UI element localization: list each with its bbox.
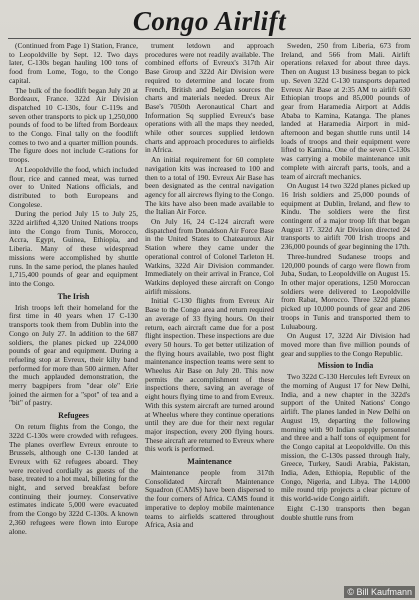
paragraph: Eight C-130 transports then began double shuttle runs from xyxy=(281,503,410,522)
article-columns xyxy=(9,42,410,596)
headline: Congo Airlift xyxy=(132,6,287,36)
paragraph: During the period July 15 to July 25, 322d airlifted 4,320 United Nations troops into the Congo from Tunis, Morocco, Accra, Egypt, Guinea, Ethiopia, and Liberia. Many of these widespread missions were accomplished by shuttle runs. In the same period, the planes hauled 1,715,400 pounds of gear and equipment into the Congo. xyxy=(9,209,138,288)
headline-rule xyxy=(8,38,411,39)
section-heading: Refugees xyxy=(58,411,89,421)
paragraph: An initial requirement for 60 complete navigation kits was increased to 100 and then to a total of 190. Evreux Air Base has been designated as the central navigation agency for all aircrews flying to the Congo. The kits have also been made available to the Italian Air Force. xyxy=(145,155,274,217)
watermark: © Bill Kaufmann xyxy=(344,586,415,598)
column-3 xyxy=(281,42,410,596)
section-heading: The Irish xyxy=(57,291,90,301)
section-heading: Mission to India xyxy=(317,361,374,371)
paragraph: On August 14 two 322d planes picked up 16 Irish soldiers and 25,000 pounds of equipment at Dublin, Ireland, and flew to Kindu. The soldiers were the first contingent of a major troop lift that began August 17. 322d Air Division directed 24 transports to airlift 700 Irish troops and 236,000 pounds of gear beginning the 17th. xyxy=(281,181,410,252)
paragraph: On August 17, 322d Air Division had moved more than five million pounds of gear and supplies to the Congo Republic. xyxy=(281,331,410,358)
paragraph: Three-hundred Sudanese troops and 120,000 pounds of cargo were flown from Juba, Sudan, to Leopoldville on August 15. In other major operations, 1250 Moroccan soldiers were delivered to Leopoldville from Rabat, Morocco. Three 322d planes picked up 10,000 pounds of gear and 206 troops in Tunis and transported them to Luluabourg. xyxy=(281,251,410,331)
paragraph: (Continued from Page 1) Station, France, to Leopoldville by Sept. 12. Two days later, C-130s began hauling 100 tons of food from Lome, Togo, to the Congo capital. xyxy=(9,42,138,85)
paragraph: The bulk of the foodlift began July 20 at Bordeaux, France. 322d Air Division dispatched 10 C-130s, four C-119s and seven other transports to pick up 1,250,000 pounds of food to be lifted from Bordeaux to the Congo. Final tally on the foodlift comes to two and a quarter million pounds. The figure does not include C-rations for troops. xyxy=(9,85,138,165)
section-heading: Maintenance xyxy=(187,457,232,467)
column-2 xyxy=(145,42,274,596)
paragraph: Initial C-130 flights from Evreux Air Base to the Congo area and return required an average of 33 flying hours. On their return, each aircraft came due for a post flight inspection. These inspections are due every 50 hours. To get better utilization of the flying hours available, two post flight maintenance inspection teams were sent to Wheelus Air Base on July 20. This now permits the accomplishment of these inspections there, saving an average of eight hours flying time to and from Evreux. With this system aircraft are turned around at Wheelus where they continue operations until they are due for their next regular major inspection, every 200 flying hours. These aircraft are returned to Evreux where this work is performed. xyxy=(145,296,274,454)
paragraph: Sweden, 250 from Liberia, 673 from Ireland, and 566 from Mali. Airlift operations relaxed for about three days. Then on August 13 business began to pick up. Seven 322d C-130 transports departed Evreux Air Base at 2:35 AM to airlift 630 Ethiopian troops and 85,000 pounds of gear from Haramedia Airport at Addis Ababa to Kamina, Katanga. The planes landed at Haramedia Airport in mid-afternoon and began shuttle runs until 14 loads of troops and their equipment were lifted to Kamina. One of the seven C-130s was carrying a mobile maintenance unit complete with aircraft parts, tools, and a team of aircraft mechanics. xyxy=(281,42,410,181)
paragraph: Maintenance people from 317th Consolidated Aircraft Maintenance Squadron (CAMS) have been dispersed to the four corners of Africa. CAMS found it imperative to deploy mobile maintenance teams to airfields scattered throughout Africa, Asia and xyxy=(145,468,274,530)
column-1 xyxy=(9,42,138,596)
paragraph: Two 322d C-130 Hercules left Evreux on the morning of August 17 for New Delhi, India, and a new chapter in the 322d's support of the United Nations' Congo airlift. The planes landed in New Delhi on August 19, departing the following morning with 90 Indian supply personnel and three and a half tons of equipment for the Congo capital at Leopoldville. On this mission, the C-130s passed through Italy, Greece, Turkey, Saudi Arabia, Pakistan, India, Aden, Ethiopia, Republic of the Congo, Nigeria, and Libya. The 14,000 mile round trip projects a clear picture of this world-wide Congo airlift. xyxy=(281,372,410,504)
paragraph: On July 16, 24 C-124 aircraft were dispatched from Donaldson Air Force Base in the United States to Chateauroux Air Station where they came under the operational control of Colonel Tarleton H. Watkins, 322d Air Division commander. Immediately on their arrival in France, Col Watkins deployed these aircraft on Congo airlift missions. xyxy=(145,217,274,296)
paragraph: Irish troops left their homeland for the first time in 40 years when 17 C-130 transports took them from Dublin into the Congo on July 27. In addition to the 687 soldiers, the planes picked up 224,000 pounds of gear and equipment. During a refueling stop at Evreux, their kilty band performed for more than 500 airmen. After the much applauded demonstration, the merry bagpipers from "dear ole" Erie joined the airmen for a "spot" of tea and a "bit" of pastry. xyxy=(9,302,138,408)
paragraph: At Leopoldville the food, which included flour, rice and canned meat, was turned over to United Nations officials, and distributed to both Europeans and Congolese. xyxy=(9,164,138,209)
paragraph: On return flights from the Congo, the 322d C-130s were crowded with refugees. The planes overflew Evreux enroute to Brussels, although one C-130 landed at Evreux with 62 refugees aboard. They were received cordially as guests of the base, treated to a hot meal, billeting for the night, and served breakfast before continuing their journey. Conservative estimates indicate 5,000 were evacuated from the Congo by 322d C-130s. A known 2,360 refugees were flown into Europe alone. xyxy=(9,422,138,536)
paragraph: trument letdown and approach procedures were not readily available. The combined efforts of Evreux's 317th Air Base Group and 322d Air Division were required to determine and locate from French, British and Belgian sources the charts and materials needed. Dreux Air Base's 7050th Aeronautical Chart and Information Sq supplied Evreux's base operations with all the maps they needed, while other sources supplied letdown charts and approach procedures to airfields in Africa. xyxy=(145,42,274,155)
